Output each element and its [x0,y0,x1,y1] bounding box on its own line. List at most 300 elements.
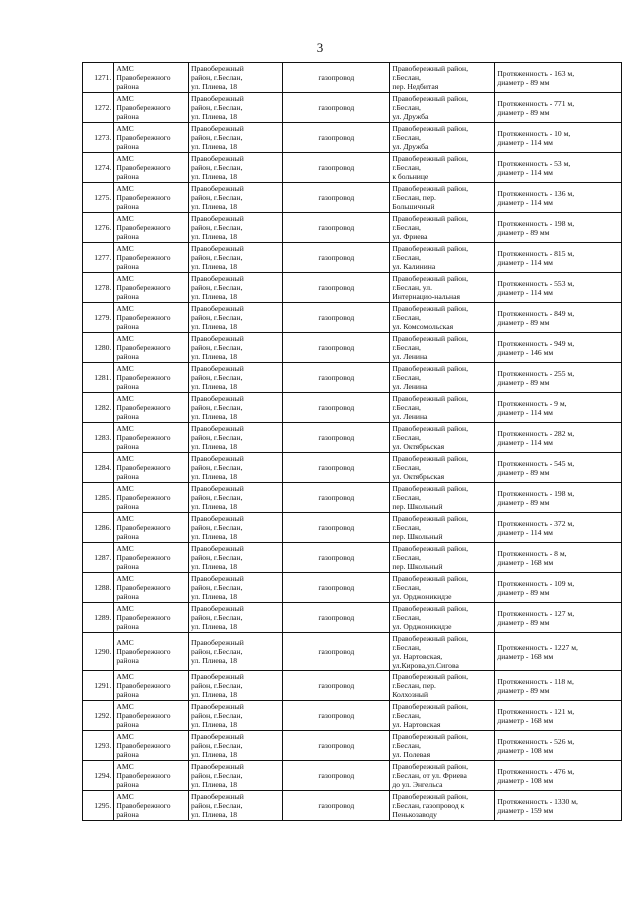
location-cell-line: г.Беслан, пер. [392,193,436,202]
location-cell-line: Правобережный район, [392,514,468,523]
owner-cell [114,453,189,483]
owner-address-cell [189,701,283,731]
location-cell-line: г.Беслан, [392,343,421,352]
specification-cell [495,761,622,791]
owner-address-cell [189,731,283,761]
location-cell-line: г.Беслан, [392,553,421,562]
owner-address-cell [189,453,283,483]
owner-address-cell-line: ул. Плиева, 18 [191,656,238,665]
specification-cell-line: диаметр - 89 мм [497,77,550,87]
owner-cell-line: района [116,656,139,665]
table-row [83,543,622,573]
owner-address-cell-line: район, г.Беслан, [191,313,243,322]
owner-cell-line: Правобережного [116,103,171,112]
owner-cell-line: АМС [116,484,134,493]
location-cell-line: ул. Октябрьская [392,442,445,451]
owner-cell-line: района [116,202,139,211]
owner-cell-line: Правобережного [116,343,171,352]
specification-cell-line: Протяженность - 198 м, [497,488,575,498]
specification-cell-line: диаметр - 114 мм [497,137,553,147]
table-row [83,63,622,93]
owner-address-cell [189,333,283,363]
object-type-cell: газопровод [283,63,390,93]
location-cell [390,731,495,761]
table-row [83,423,622,453]
owner-cell [114,213,189,243]
location-cell-line: ул. Орджоникидзе [392,592,452,601]
specification-cell [495,153,622,183]
owner-cell-line: района [116,112,139,121]
owner-cell-line: АМС [116,574,134,583]
owner-cell-line: Правобережного [116,253,171,262]
owner-address-cell [189,573,283,603]
table-row [83,573,622,603]
row-number-cell: 1271. [83,63,114,93]
location-cell-line: Правобережный район, [392,304,468,313]
object-type-cell: газопровод [283,791,390,821]
owner-cell-line: района [116,382,139,391]
owner-address-cell [189,93,283,123]
specification-cell-line: Протяженность - 255 м, [497,368,575,378]
location-cell [390,243,495,273]
row-number-cell: 1282. [83,393,114,423]
owner-cell-line: АМС [116,154,134,163]
location-cell-line: Правобережный район, [392,672,468,681]
owner-cell-line: района [116,262,139,271]
owner-cell [114,393,189,423]
owner-cell-line: района [116,532,139,541]
location-cell-line: ул. Октябрьская [392,472,445,481]
owner-cell-line: Правобережного [116,553,171,562]
specification-cell [495,791,622,821]
row-number-cell: 1287. [83,543,114,573]
location-cell-line: г.Беслан, [392,433,421,442]
owner-address-cell-line: район, г.Беслан, [191,741,243,750]
location-cell-line: Колхозный [392,690,429,699]
specification-cell-line: Протяженность - 815 м, [497,248,575,258]
location-cell-line: Правобережный район, [392,154,468,163]
location-cell-line: Правобережный район, [392,214,468,223]
owner-cell [114,273,189,303]
owner-address-cell [189,63,283,93]
location-cell [390,273,495,303]
owner-address-cell-line: ул. Плиева, 18 [191,292,238,301]
row-number-cell: 1276. [83,213,114,243]
location-cell-line: ул.Кирова,ул.Сигова [392,660,459,670]
object-type-cell: газопровод [283,393,390,423]
table-row [83,761,622,791]
location-cell-line: Интернацио-нальная [392,292,460,301]
location-cell-line: г.Беслан, [392,223,421,232]
location-cell-line: пер. Школьный [392,502,443,511]
owner-address-cell-line: Правобережный [191,544,244,553]
owner-cell-line: района [116,750,139,759]
specification-cell [495,183,622,213]
specification-cell-line: диаметр - 146 мм [497,347,554,357]
location-cell-line: Правобережный район, [392,394,468,403]
owner-cell-line: района [116,412,139,421]
specification-cell [495,243,622,273]
object-type-cell: газопровод [283,633,390,671]
location-cell-line: Правобережный район, [392,94,468,103]
owner-cell-line: АМС [116,702,134,711]
owner-cell-line: Правобережного [116,73,171,82]
owner-address-cell [189,603,283,633]
location-cell-line: Правобережный район, [392,544,468,553]
owner-address-cell-line: ул. Плиева, 18 [191,382,238,391]
location-cell-line: Правобережный район, [392,702,468,711]
location-cell-line: ул. Орджоникидзе [392,622,452,631]
location-cell-line: ул. Дружба [392,142,429,151]
owner-cell [114,761,189,791]
location-cell [390,183,495,213]
owner-cell-line: АМС [116,424,134,433]
owner-cell-line: Правобережного [116,283,171,292]
owner-cell [114,483,189,513]
owner-address-cell-line: район, г.Беслан, [191,463,243,472]
owner-cell-line: АМС [116,364,134,373]
specification-cell [495,93,622,123]
location-cell-line: г.Беслан, [392,711,421,720]
owner-cell-line: района [116,810,139,819]
owner-address-cell-line: район, г.Беслан, [191,771,243,780]
owner-cell-line: района [116,622,139,631]
specification-cell [495,393,622,423]
specification-cell-line: Протяженность - 545 м, [497,458,575,468]
specification-cell-line: диаметр - 168 мм [497,557,554,567]
owner-cell-line: Правобережного [116,523,171,532]
owner-address-cell-line: Правобережный [191,484,244,493]
specification-cell-line: Протяженность - 10 м, [497,128,571,138]
location-cell [390,761,495,791]
location-cell-line: г.Беслан, [392,463,421,472]
owner-address-cell [189,671,283,701]
location-cell-line: ул. Калинина [392,262,436,271]
owner-cell-line: района [116,292,139,301]
location-cell [390,543,495,573]
owner-cell-line: района [116,172,139,181]
specification-cell-line: Протяженность - 136 м, [497,188,575,198]
owner-cell [114,701,189,731]
location-cell-line: Правобережный район, [392,762,468,771]
owner-address-cell-line: район, г.Беслан, [191,193,243,202]
table-row [83,513,622,543]
owner-address-cell-line: район, г.Беслан, [191,711,243,720]
location-cell-line: г.Беслан, [392,741,421,750]
owner-cell-line: АМС [116,604,134,613]
owner-cell [114,423,189,453]
location-cell-line: г.Беслан, от ул. Фриева [392,771,467,780]
specification-cell-line: диаметр - 159 мм [497,805,554,815]
owner-cell-line: АМС [116,732,134,741]
specification-cell-line: диаметр - 114 мм [497,167,553,177]
specification-cell-line: диаметр - 108 мм [497,775,554,785]
owner-cell [114,183,189,213]
table-row [83,273,622,303]
owner-cell-line: Правобережного [116,223,171,232]
object-type-cell: газопровод [283,423,390,453]
table-row [83,183,622,213]
location-cell-line: ул. Фриева [392,232,428,241]
owner-address-cell-line: Правобережный [191,124,244,133]
specification-cell-line: Протяженность - 127 м, [497,608,575,618]
owner-address-cell-line: ул. Плиева, 18 [191,720,238,729]
owner-address-cell-line: Правобережный [191,762,244,771]
location-cell-line: Правобережный район, [392,334,468,343]
owner-address-cell-line: ул. Плиева, 18 [191,232,238,241]
row-number-cell: 1293. [83,731,114,761]
owner-cell [114,303,189,333]
row-number-cell: 1295. [83,791,114,821]
table-row [83,93,622,123]
owner-cell-line: района [116,720,139,729]
row-number-cell: 1285. [83,483,114,513]
owner-address-cell-line: Правобережный [191,304,244,313]
row-number-cell: 1289. [83,603,114,633]
specification-cell-line: диаметр - 89 мм [497,497,550,507]
object-type-cell: газопровод [283,93,390,123]
specification-cell-line: диаметр - 89 мм [497,685,550,695]
object-type-cell: газопровод [283,603,390,633]
owner-address-cell-line: Правобережный [191,672,244,681]
object-type-cell: газопровод [283,273,390,303]
specification-cell-line: диаметр - 89 мм [497,317,550,327]
owner-cell-line: района [116,562,139,571]
specification-cell-line: диаметр - 114 мм [497,527,553,537]
specification-cell [495,543,622,573]
owner-address-cell-line: Правобережный [191,334,244,343]
specification-cell [495,123,622,153]
owner-address-cell-line: Правобережный [191,604,244,613]
owner-cell-line: Правобережного [116,647,171,656]
specification-cell [495,63,622,93]
row-number-cell: 1281. [83,363,114,393]
specification-cell-line: Протяженность - 163 м, [497,68,575,78]
owner-address-cell [189,303,283,333]
owner-cell-line: района [116,142,139,151]
owner-cell [114,243,189,273]
owner-address-cell-line: район, г.Беслан, [191,493,243,502]
location-cell [390,671,495,701]
owner-address-cell-line: ул. Плиева, 18 [191,532,238,541]
specification-cell-line: Протяженность - 526 м, [497,736,575,746]
object-type-cell: газопровод [283,243,390,273]
owner-cell-line: АМС [116,274,134,283]
owner-address-cell-line: Правобережный [191,64,244,73]
object-type-cell: газопровод [283,543,390,573]
specification-cell [495,671,622,701]
owner-address-cell-line: район, г.Беслан, [191,103,243,112]
specification-cell-line: Протяженность - 372 м, [497,518,575,528]
owner-address-cell-line: ул. Плиева, 18 [191,202,238,211]
row-number-cell: 1277. [83,243,114,273]
row-number-cell: 1273. [83,123,114,153]
owner-address-cell-line: район, г.Беслан, [191,613,243,622]
owner-address-cell-line: Правобережный [191,214,244,223]
owner-cell-line: Правобережного [116,493,171,502]
specification-cell [495,701,622,731]
location-cell-line: Правобережный район, [392,604,468,613]
specification-cell [495,333,622,363]
location-cell-line: г.Беслан, [392,103,421,112]
specification-cell-line: диаметр - 89 мм [497,617,550,627]
owner-address-cell-line: район, г.Беслан, [191,343,243,352]
location-cell-line: г.Беслан, [392,373,421,382]
owner-cell-line: АМС [116,394,134,403]
owner-address-cell-line: ул. Плиева, 18 [191,750,238,759]
location-cell-line: г.Беслан, [392,642,421,652]
owner-address-cell-line: ул. Плиева, 18 [191,622,238,631]
owner-cell-line: Правобережного [116,681,171,690]
location-cell-line: ул. Нартовская, [392,651,443,661]
row-number-cell: 1291. [83,671,114,701]
owner-cell-line: Правобережного [116,163,171,172]
specification-cell-line: Протяженность - 771 м, [497,98,575,108]
owner-cell-line: района [116,780,139,789]
location-cell-line: г.Беслан, ул. [392,283,432,292]
owner-address-cell-line: район, г.Беслан, [191,373,243,382]
object-type-cell: газопровод [283,513,390,543]
owner-cell-line: Правобережного [116,613,171,622]
owner-address-cell-line: Правобережный [191,394,244,403]
row-number-cell: 1290. [83,633,114,671]
owner-address-cell-line: Правобережный [191,514,244,523]
location-cell-line: Правобережный район, [392,424,468,433]
location-cell [390,153,495,183]
table-row [83,333,622,363]
specification-cell [495,363,622,393]
owner-address-cell-line: Правобережный [191,732,244,741]
owner-address-cell-line: ул. Плиева, 18 [191,592,238,601]
row-number-cell: 1283. [83,423,114,453]
location-cell-line: Правобережный район, [392,574,468,583]
owner-address-cell-line: ул. Плиева, 18 [191,82,238,91]
specification-cell-line: Протяженность - 282 м, [497,428,575,438]
table-row [83,363,622,393]
location-cell-line: г.Беслан, [392,253,421,262]
owner-address-cell [189,483,283,513]
location-cell-line: до ул. Энгельса [392,780,443,789]
owner-cell-line: Правобережного [116,403,171,412]
owner-address-cell-line: район, г.Беслан, [191,133,243,142]
owner-address-cell-line: ул. Плиева, 18 [191,472,238,481]
owner-cell-line: Правобережного [116,583,171,592]
owner-cell-line: АМС [116,514,134,523]
specification-cell [495,513,622,543]
owner-address-cell-line: Правобережный [191,454,244,463]
owner-cell-line: Правобережного [116,373,171,382]
owner-address-cell-line: район, г.Беслан, [191,583,243,592]
location-cell-line: Правобережный район, [392,484,468,493]
location-cell [390,303,495,333]
owner-cell-line: АМС [116,544,134,553]
row-number-cell: 1292. [83,701,114,731]
owner-cell-line: АМС [116,124,134,133]
owner-address-cell-line: район, г.Беслан, [191,523,243,532]
specification-cell-line: диаметр - 168 мм [497,651,554,661]
owner-address-cell-line: Правобережный [191,364,244,373]
location-cell-line: г.Беслан, газопровод к [392,801,465,810]
object-type-cell: газопровод [283,153,390,183]
owner-address-cell-line: ул. Плиева, 18 [191,502,238,511]
object-type-cell: газопровод [283,483,390,513]
owner-address-cell-line: район, г.Беслан, [191,253,243,262]
owner-address-cell-line: Правобережный [191,274,244,283]
location-cell-line: Правобережный район, [392,732,468,741]
location-cell-line: г.Беслан, пер. [392,681,436,690]
owner-address-cell-line: ул. Плиева, 18 [191,352,238,361]
object-type-cell: газопровод [283,731,390,761]
owner-address-cell-line: ул. Плиева, 18 [191,412,238,421]
location-cell-line: пер. Школьный [392,532,443,541]
owner-cell [114,731,189,761]
specification-cell-line: Протяженность - 849 м, [497,308,575,318]
specification-cell-line: Протяженность - 9 м, [497,398,567,408]
location-cell-line: Правобережный район, [392,244,468,253]
owner-address-cell-line: район, г.Беслан, [191,223,243,232]
owner-cell [114,633,189,671]
specification-cell-line: Протяженность - 198 м, [497,218,575,228]
owner-cell-line: района [116,472,139,481]
owner-cell-line: района [116,592,139,601]
specification-cell-line: Протяженность - 553 м, [497,278,575,288]
specification-cell-line: Протяженность - 8 м, [497,548,567,558]
row-number-cell: 1274. [83,153,114,183]
specification-cell-line: Протяженность - 53 м, [497,158,571,168]
location-cell [390,63,495,93]
location-cell-line: Правобережный район, [392,124,468,133]
owner-cell [114,63,189,93]
object-type-cell: газопровод [283,671,390,701]
row-number-cell: 1280. [83,333,114,363]
location-cell [390,423,495,453]
owner-address-cell-line: ул. Плиева, 18 [191,810,238,819]
specification-cell-line: Протяженность - 476 м, [497,766,575,776]
location-cell-line: Пенькозаводу [392,810,437,819]
specification-cell-line: Протяженность - 1227 м, [497,642,578,652]
owner-cell-line: АМС [116,244,134,253]
owner-address-cell [189,183,283,213]
owner-cell-line: АМС [116,214,134,223]
owner-cell-line: района [116,352,139,361]
location-cell [390,453,495,483]
owner-cell-line: АМС [116,304,134,313]
location-cell-line: Правобережный район, [392,792,468,801]
owner-cell-line: района [116,442,139,451]
specification-cell-line: диаметр - 114 мм [497,437,553,447]
owner-cell [114,153,189,183]
owner-address-cell-line: ул. Плиева, 18 [191,562,238,571]
specification-cell-line: диаметр - 89 мм [497,107,550,117]
owner-cell-line: Правобережного [116,771,171,780]
location-cell [390,363,495,393]
location-cell-line: г.Беслан, [392,163,421,172]
table-row [83,701,622,731]
specification-cell-line: Протяженность - 1330 м, [497,796,578,806]
owner-cell-line: АМС [116,94,134,103]
table-row [83,453,622,483]
owner-address-cell-line: район, г.Беслан, [191,283,243,292]
table-row [83,213,622,243]
location-cell [390,483,495,513]
owner-address-cell-line: Правобережный [191,792,244,801]
owner-address-cell [189,153,283,183]
object-type-cell: газопровод [283,573,390,603]
table-row [83,603,622,633]
row-number-cell: 1279. [83,303,114,333]
specification-cell-line: диаметр - 168 мм [497,715,554,725]
specification-cell-line: диаметр - 114 мм [497,287,553,297]
